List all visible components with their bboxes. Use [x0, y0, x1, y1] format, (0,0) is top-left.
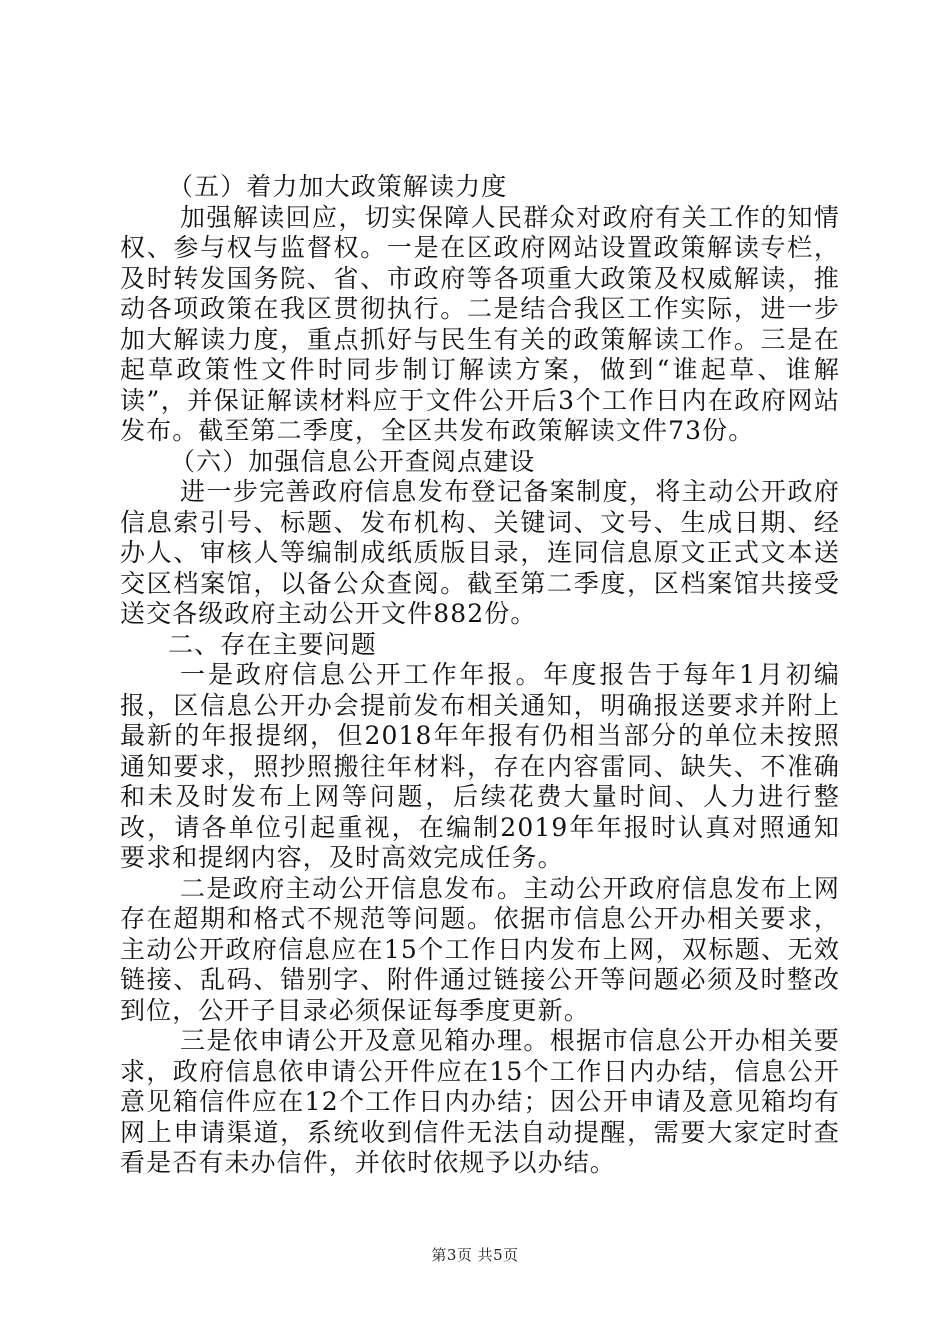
section6-paragraph: 进一步完善政府信息发布登记备案制度，将主动公开政府信息索引号、标题、发布机构、关键词、文号、生成日期、经办人、审核人等编制成纸质版目录，连同信息原文正式文本送交区档案馆，以备公众查阅。截至第二季度，区档案馆共接受送交各级政府主动公开文件882份。	[120, 477, 840, 628]
issue2-paragraph: 二是政府主动公开信息发布。主动公开政府信息发布上网存在超期和格式不规范等问题。依据市信息公开办相关要求，主动公开政府信息应在15个工作日内发布上网，双标题、无效链接、乱码、错别字、附件通过链接公开等问题必须及时整改到位，公开子目录必须保证每季度更新。	[120, 873, 840, 1025]
page-number-footer: 第3页 共5页	[431, 1246, 519, 1264]
document-body	[120, 172, 840, 1179]
section5-paragraph: 加强解读回应，切实保障人民群众对政府有关工作的知情权、参与权与监督权。一是在区政府网站设置政策解读专栏，及时转发国务院、省、市政府等各项重大政策及权威解读，推动各项政策在我区贯彻执行。二是结合我区工作实际，进一步加大解读力度，重点抓好与民生有关的政策解读工作。三是在起草政策性文件时同步制订解读方案，做到“谁起草、谁解读”，并保证解读材料应于文件公开后3个工作日内在政府网站发布。截至第二季度，全区共发布政策解读文件73份。	[120, 202, 840, 445]
section5-heading: （五）着力加大政策解读力度	[168, 172, 508, 201]
section6-heading: （六）加强信息公开查阅点建设	[170, 446, 536, 476]
issue3-paragraph: 三是依申请公开及意见箱办理。根据市信息公开办相关要求，政府信息依申请公开件应在15个工作日内办结，信息公开意见箱信件应在12个工作日内办结；因公开申请及意见箱均有网上申请渠道，系统收到信件无法自动提醒，需要大家定时查看是否有未办信件，并依时依规予以办结。	[120, 1026, 840, 1177]
issue1-paragraph: 一是政府信息公开工作年报。年度报告于每年1月初编报，区信息公开办会提前发布相关通知，明确报送要求并附上最新的年报提纲，但2018年年报有仍相当部分的单位未按照通知要求，照抄照搬往年材料，存在内容雷同、缺失、不准确和未及时发布上网等问题，后续花费大量时间、人力进行整改，请各单位引起重视，在编制2019年年报时认真对照通知要求和提纲内容，及时高效完成任务。	[120, 660, 840, 872]
part2-heading: 二、存在主要问题	[168, 629, 377, 659]
